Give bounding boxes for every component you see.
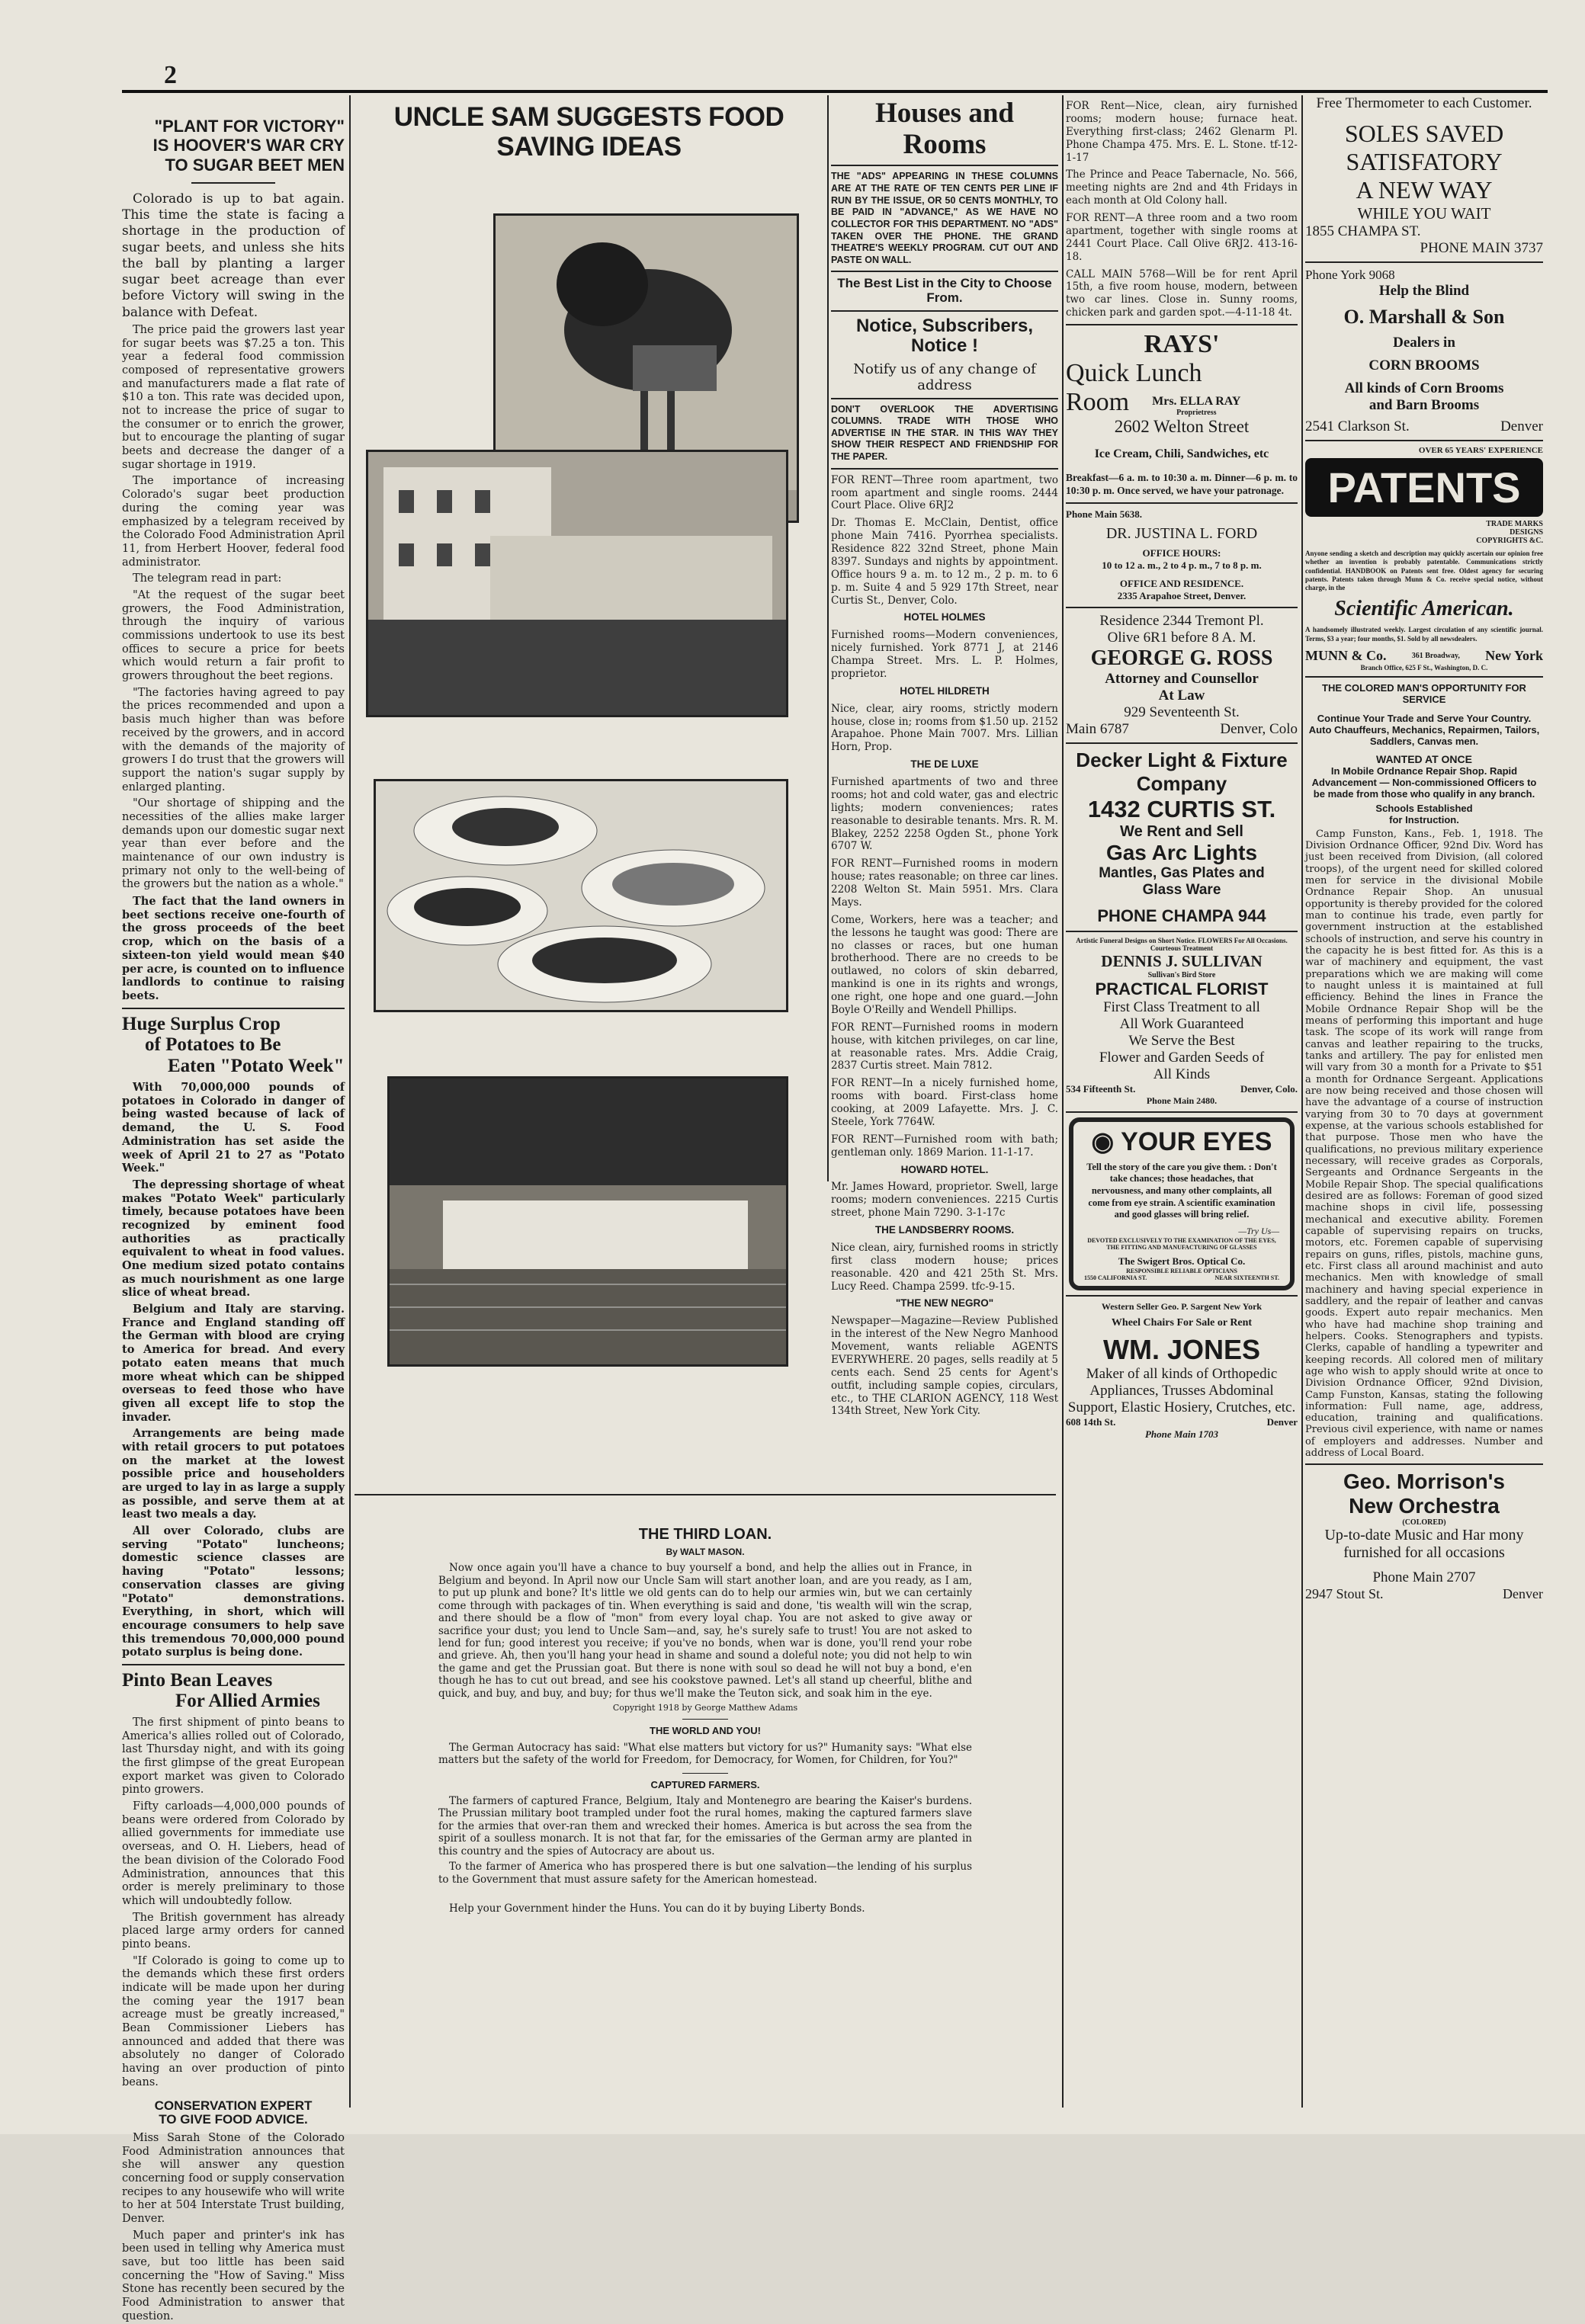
- headline-potato-week: [122, 1014, 345, 1077]
- divider: [831, 468, 1058, 470]
- ad-line: Ice Cream, Chili, Sandwiches, etc: [1094, 447, 1269, 460]
- story-paragraph: Belgium and Italy are starving. France and England standing off the German with blood are crying to America for bread. And every potato eaten means that much more wheat which can be shipped overseas to feed those who have given all except life to stop the invader.: [122, 1303, 345, 1424]
- divider: [1066, 607, 1298, 608]
- third-loan-section: [355, 1494, 1056, 2104]
- marshall-brooms-ad: [1305, 268, 1543, 435]
- ad-line: All Kinds: [1153, 1066, 1211, 1082]
- divider: [1066, 742, 1298, 744]
- dr-ford-ad: [1066, 508, 1298, 602]
- classified-ad: Furnished apartments of two and three rooms; hot and cold water, gas and electric lights; modern conveniences; rates reasonable to desirable tenants. Mrs. R. M. Blakey, 2252 2258 Ogden St., phone York 6707 W.: [831, 776, 1058, 853]
- ad-line: At Law: [1158, 687, 1205, 704]
- classified-ad: Dr. Thomas E. McClain, Dentist, office phone Main 7416. Pyorrhea specialists. Residence 822 32nd Street, phone Main 8397. Sundays and nights by appointment. Office hours 9 a. m. to 12 m., 2 p. m. to 6 p. m. Suite 4 and 5 929 17th Street, near Curtis St., Denver, Colo.: [831, 517, 1058, 607]
- story-paragraph: The price paid the growers last year for sugar beets was $7.25 a ton. This year a federal food commission composed of representative growers and manufacturers made a flat rate of $10 a ton. This rate was decided upon, not to increase the price of sugar to the consumer or to enrich the grower, but to encourage the planting of sugar beets and decrease the danger of a sugar shortage in 1919.: [122, 323, 345, 471]
- classified-heading: HOTEL HILDRETH: [900, 684, 990, 697]
- divider: [122, 1008, 345, 1009]
- rays-quick-lunch-ad: [1066, 330, 1298, 498]
- divider: [831, 271, 1058, 272]
- classified-heading: HOTEL HOLMES: [903, 611, 986, 623]
- service-body-text: Camp Funston, Kans., Feb. 1, 1918. The Division Ordnance Officer, 92nd Div. Word has just been received from Division, (all colored troops), of the urgent need for skilled colored men for service in the divisional Mobile Ordnance Repair Shop. An unusual opportunity is thereby provided for the colored man to continue his trade, even partly for government instruction at the established schools of instruction, and serve his country in the capacity he is best fitted for. As this is a war of machinery and equipment, the vast preparations which we are making will come to naught unless it is maintained at full efficiency. Behind the lines in France the Mobile Ordnance Repair Shop will be the means of performing this important and huge task. The scope of its work will range from canvas and leather repairing to the trucks, tanks and artillery. The pay for enlisted men will vary from 30 a month for a Private to $51 a month for Ordnance Sergeant. Applications are now being received and those chosen will have the advantage of a course of instruction varying from 30 to 70 days at government expense, at the various schools established for that purpose. Those men who have the qualifications, no previous military experience necessary, will receive grades as Corporals, Sergeants and Ordnance Sergeants in the Mobile Repair Shop. The special qualifications desired are as follows: Foreman of good sized machine shops in civil life, possessing mechanical and executive ability. Foremen capable of supervising repairs on trucks, motors, etc. Foremen capable of supervising repairs on guns, rifles, pistols, machine guns, etc. First class all around machinist and auto mechanics. Men with knowledge of small machinery and having special experience in saddlery, and the repair of leather and canvas goods. Expert auto repair mechanics. Men who have had machine shop training and helpers. Cooks. Stenographers and typists. Clerks, capable of handling a typewriter and keeping records. All colored men of military age who wish to apply should write at once to Division Ordnance Officer, 92nd Division, Camp Funston, Kansas, stating the following information: Full name, age, address, education, training and qualifications. Previous civil experience, with name or names of employers and addresses. Number and address of Local Board.: [1305, 828, 1543, 1460]
- headline-line: Eaten "Potato Week": [168, 1055, 345, 1076]
- ad-line: PATENTS: [1327, 463, 1521, 511]
- wm-jones-ad: [1066, 1301, 1298, 1441]
- ad-line: All Work Guaranteed: [1119, 1015, 1244, 1032]
- poem-byline: By WALT MASON.: [666, 1547, 745, 1557]
- ad-line: RESPONSIBLE RELIABLE OPTICIANS: [1126, 1267, 1237, 1274]
- ad-line: Branch Office, 625 F St., Washington, D. C.: [1360, 663, 1488, 672]
- ad-line: 1855 CHAMPA ST.: [1305, 223, 1421, 239]
- ad-line: Main 6787: [1066, 720, 1129, 737]
- ad-line: SOLES SAVED: [1344, 120, 1504, 147]
- divider: [682, 1719, 728, 1720]
- classified-heading: HOWARD HOTEL.: [900, 1163, 989, 1175]
- ad-line: Geo. Morrison's: [1343, 1470, 1506, 1494]
- story-paragraph: All over Colorado, clubs are serving "Potato" luncheons; domestic science classes are having "Potato" lessons; conservation classes are giving "Potato" demonstrations. Everything, in short, which will encourage consumers to help save this tremendous 70,000,000 pound potato surplus is being done.: [122, 1524, 345, 1659]
- ad-line: Breakfast—6 a. m. to 10:30 a. m. Dinner—6 p. m. to 10:30 p. m. Once served, we have your patronage.: [1066, 472, 1298, 496]
- headline-uncle-sam: UNCLE SAM SUGGESTS FOOD SAVING IDEAS: [393, 102, 784, 162]
- thermometer-ad: Free Thermometer to each Customer.: [1316, 95, 1532, 111]
- ad-line: Quick Lunch: [1066, 359, 1202, 387]
- classified-ad: Nice, clear, airy rooms, strictly modern house, close in; rooms from $1.50 up. 2152 Arapahoe. Phone Main 7007. Mrs. Lillian Horn, Prop.: [831, 702, 1058, 754]
- story-paragraph: "Our shortage of shipping and the necessities of the allies make larger demands upon our domestic sugar next year than ever before and the maintenance of our own industry is primary not only to the well-being of the growers but the nation as a whole.": [122, 797, 345, 891]
- ad-line: Maker of all kinds of Orthopedic Appliances, Trusses Abdominal Support, Elastic Hosiery, Crutches, etc.: [1067, 1365, 1296, 1415]
- ad-row: [1084, 1274, 1279, 1281]
- ad-row: [1305, 648, 1543, 664]
- ad-line: Attorney and Counsellor: [1105, 670, 1259, 687]
- story-paragraph: "At the request of the sugar beet growers, the Food Administration, through the inquiry of various commissions undertook to use its best offices to secure a price for beets which would return a fair profit to growers throughout the beet regions.: [122, 588, 345, 683]
- divider: [1066, 324, 1298, 325]
- plates-illustration: [376, 781, 786, 1010]
- ad-line: MUNN & Co.: [1305, 647, 1387, 663]
- headline-conservation-expert: [122, 2099, 345, 2127]
- ad-line: 1432 CURTIS ST.: [1087, 795, 1276, 822]
- ad-line: Denver: [1500, 418, 1543, 434]
- ad-row: [1305, 418, 1543, 435]
- photo-livestock-pen: [387, 1076, 788, 1367]
- ad-line: and Barn Brooms: [1368, 397, 1480, 413]
- ad-line: Denver, Colo: [1220, 720, 1298, 737]
- ad-line: THE COLORED MAN'S OPPORTUNITY FOR SERVICE: [1322, 681, 1526, 705]
- ad-rates-notice: THE "ADS" APPEARING IN THESE COLUMNS ARE AT THE RATE OF TEN CENTS PER LINE IF RUN BY THE ISSUE, OR 50 CENTS MONTHLY, TO BE PAID IN "ADVANCE," AS WE HAVE NO COLLECTOR FOR THIS DEPARTMENT. NO "ADS" TAKEN OVER THE PHONE. THE GRAND THEATRE'S WEEKLY PROGRAM. CUT OUT AND PASTE ON WALL.: [831, 171, 1058, 265]
- ad-line: Scientific American.: [1334, 597, 1514, 621]
- divider: [1305, 676, 1543, 678]
- column-4: [1066, 95, 1298, 2108]
- ad-line: Phone Main 5638.: [1066, 508, 1143, 520]
- eyes-title: [1084, 1127, 1279, 1157]
- ad-line: First Class Treatment to all: [1103, 999, 1260, 1015]
- ad-line: Decker Light & Fixture: [1076, 748, 1288, 771]
- dont-overlook-notice: DON'T OVERLOOK THE ADVERTISING COLUMNS. TRADE WITH THOSE WHO ADVERTISE IN THE STAR. IN THIS WAY THEY SHOW THEIR RESPECT AND FRIENDSHIP FOR THE PAPER.: [831, 403, 1058, 463]
- classified-ad: FOR RENT—Three room apartment, two room apartment and single rooms. 2444 Court Place. Olive 6RJ2: [831, 473, 1058, 512]
- ad-line: (COLORED): [1402, 1518, 1446, 1527]
- ad-line: PHONE CHAMPA 944: [1097, 906, 1266, 925]
- classified-heading: THE DE LUXE: [910, 758, 979, 771]
- divider: [1066, 1111, 1298, 1113]
- divider: [122, 1664, 345, 1665]
- ad-line: Flower and Garden Seeds of: [1099, 1049, 1265, 1066]
- notice-subscribers: Notice, Subscribers, Notice !: [855, 315, 1034, 357]
- ad-line: COPYRIGHTS &C.: [1476, 537, 1543, 545]
- divider: [831, 310, 1058, 312]
- patents-ad: [1305, 446, 1543, 672]
- ad-line: Mantles, Gas Plates and: [1099, 864, 1265, 881]
- story-paragraph: "If Colorado is going to come up to the demands which these first orders indicate will be made upon her during the coming year the 1917 bean acreage must be greatly increased," Bean Commissioner Liebers has announced and added that there was absolutely no danger of Colorado having an over production of pinto beans.: [122, 1954, 345, 2088]
- classified-ad: FOR RENT—Furnished rooms in modern house, with kitchen privileges, on car line, at reasonable rates. Mrs. Addie Craig, 2837 Curtis street. Main 7812.: [831, 1021, 1058, 1072]
- ad-line: New Orchestra: [1349, 1494, 1500, 1518]
- headline-pinto-bean: [122, 1670, 345, 1712]
- ad-line: A NEW WAY: [1356, 176, 1493, 204]
- ad-line: Continue Your Trade and Serve Your Country.: [1317, 712, 1532, 724]
- classified-ad: FOR Rent—Nice, clean, airy furnished rooms; modern house; furnace heat. Everything first-class; 2462 Glenarm Pl. Phone Champa 475. Mrs. E. L. Stone. tf-12-1-17: [1066, 100, 1298, 164]
- story-paragraph: The importance of increasing Colorado's sugar beet production during the coming year was emphasized by a telegram received by the Colorado Food Administration April 11, from Herbert Hoover, federal food administrator.: [122, 475, 345, 569]
- classified-heading: THE LANDSBERRY ROOMS.: [874, 1224, 1015, 1236]
- story-paragraph: The depressing shortage of wheat makes "Potato Week" particularly timely, because potatoes have been recognized by eminent food authorities as practically equivalent to wheat in food values. One medium sized potato contains as much nourishment as one large slice of wheat bread.: [122, 1178, 345, 1300]
- world-text: The German Autocracy has said: "What else matters but victory for us?" Humanity says: "What else matters but the safety of the world for Freedom, for Democracy, for Women, for Children, for You?": [438, 1741, 972, 1767]
- column-1: [122, 95, 345, 2322]
- ad-line: Olive 6R1 before 8 A. M.: [1107, 629, 1256, 646]
- classified-ad: Come, Workers, here was a teacher; and the lessons he taught was good: There are no classes or races, but one human brotherhood. There are no creeds to be outlawed, no colors of skin debarred, mankind is one in its rights and wrongs, one right, one hope and one guard.—John Boyle O'Reilly and Wendell Phillips.: [831, 913, 1058, 1016]
- ad-line: 2541 Clarkson St.: [1305, 418, 1410, 434]
- captured-text: To the farmer of America who has prospered there is but one salvation—the lending of his surplus to the Government that must assure safety for the American homestead.: [438, 1861, 972, 1886]
- divider: [1066, 931, 1298, 932]
- ad-line: Up-to-date Music and Har mony furnished for all occasions: [1324, 1527, 1524, 1562]
- divider: [355, 1494, 1056, 1495]
- story-paragraph: Colorado is up to bat again. This time the state is facing a shortage in the production of sugar beets, and unless she hits the ball by planting a larger sugar beet acreage than ever before Victory will swing in the balance with Defeat.: [122, 191, 345, 320]
- ad-line: In Mobile Ordnance Repair Shop. Rapid Advancement — Non-commissioned Officers to be made from those who qualify in any branch.: [1311, 765, 1537, 800]
- column-5: [1305, 95, 1543, 2108]
- divider: [1066, 1295, 1298, 1297]
- classified-ad: Newspaper—Magazine—Review Published in the interest of the New Negro Manhood Movement, wants reliable AGENTS EVERYWHERE. 20 pages, sells readily at 5 cents each. Send 25 cents for Agent's outfit, including sample copies, circulars, etc., to THE CLARION AGENCY, 118 West 134th Street, New York City.: [831, 1315, 1058, 1418]
- divider: [682, 1773, 728, 1774]
- ad-line: A handsomely illustrated weekly. Largest circulation of any scientific journal. Terms, $3 a year; four months, $1. Sold by all newsdealers.: [1305, 626, 1543, 643]
- soles-saved-ad: [1305, 120, 1543, 257]
- story-paragraph: Much paper and printer's ink has been used in telling why America must save, but too little has been said concerning the "How of Saving." Miss Stone has recently been secured by the Food Administration to answer that question.: [122, 2229, 345, 2322]
- ad-row: [1066, 1416, 1298, 1428]
- ad-line: The Swigert Bros. Optical Co.: [1118, 1255, 1246, 1267]
- story-paragraph: "The factories having agreed to pay the prices recommended and upon a basis much higher than was before received by the growers, and in accord with the demands of the majority of growers I do trust that the growers will support the nation's sugar supply by enlarged planting.: [122, 686, 345, 793]
- ad-line: GEORGE G. ROSS: [1090, 646, 1273, 670]
- ad-line: Western Seller Geo. P. Sargent New York: [1101, 1300, 1263, 1312]
- classified-ad: FOR RENT—Furnished rooms in modern house; rates reasonable; on three car lines. 2208 Welton St. Main 5951. Mrs. Clara Mays.: [831, 857, 1058, 909]
- classified-ad: Mr. James Howard, proprietor. Swell, large rooms; modern conveniences. 2215 Curtis street, phone Main 7290. 3-1-17c: [831, 1181, 1058, 1220]
- headline-plant-for-victory: [122, 117, 345, 175]
- photo-sugar-factory: [366, 450, 788, 717]
- classified-heading: "THE NEW NEGRO": [895, 1297, 994, 1309]
- top-rule: [122, 90, 1548, 93]
- factory-illustration: [368, 452, 786, 715]
- notify-change-address: Notify us of any change of address: [853, 361, 1036, 393]
- morrison-orchestra-ad: [1305, 1470, 1543, 1602]
- ad-line: PRACTICAL FLORIST: [1095, 979, 1269, 999]
- headline-line: of Potatoes to Be: [145, 1034, 281, 1056]
- sullivan-florist-ad: [1066, 937, 1298, 1107]
- classified-ad: FOR RENT—A three room and a two room apartment, together with single rooms at 2441 Court Place. Call Olive 6RJ2. 413-16-18.: [1066, 212, 1298, 263]
- ad-line: Gas Arc Lights: [1105, 840, 1258, 864]
- divider: [831, 398, 1058, 399]
- ad-line: RAYS': [1144, 330, 1220, 358]
- eye-border-icon: ◉: [1091, 1127, 1115, 1156]
- ad-line: DESIGNS: [1510, 528, 1543, 537]
- divider: [191, 182, 275, 184]
- ad-line: DR. JUSTINA L. FORD: [1105, 524, 1258, 542]
- story-paragraph: With 70,000,000 pounds of potatoes in Colorado in danger of being wasted because of lack of demand, the U. S. Food Administration has set aside the week of April 21 to 27 as "Potato Week.": [122, 1081, 345, 1175]
- divider: [1305, 440, 1543, 441]
- closing-text: Help your Government hinder the Huns. You can do it by buying Liberty Bonds.: [449, 1902, 865, 1915]
- ad-line: 2602 Welton Street: [1114, 417, 1250, 436]
- ad-line: PHONE MAIN 3737: [1420, 240, 1543, 256]
- ad-line: SATISFATORY: [1346, 148, 1503, 175]
- ad-line: Mrs. ELLA RAY: [1152, 395, 1241, 408]
- column-3: [831, 95, 1058, 1486]
- story-paragraph: Fifty carloads—4,000,000 pounds of beans were ordered from Colorado by allied governments for immediate use overseas, and O. H. Liebers, head of the bean division of the Colorado Food Administration, announces that this order is merely preliminary to those which will undoubtedly follow.: [122, 1800, 345, 1907]
- ad-line: Tell the story of the care you give them. : Don't take chances; those headaches, that nervousness, and many other complaints, all come from eye strain. A scientific examination and good glasses will bring relief.: [1086, 1161, 1277, 1220]
- ad-line: Denver: [1503, 1586, 1543, 1602]
- ad-line: Anyone sending a sketch and description may quickly ascertain our opinion free whether an invention is probably patentable. Communications strictly confidential. HANDBOOK on Patents sent free. Oldest agency for securing patents. Patents taken through Munn & Co. receive special notice, without charge, in the: [1305, 550, 1543, 591]
- ad-line: DEVOTED EXCLUSIVELY TO THE EXAMINATION OF THE EYES, THE FITTING AND MANUFACTURING OF GLASSES: [1087, 1236, 1276, 1251]
- ad-line: New York: [1485, 647, 1543, 663]
- classified-ad: Furnished rooms—Modern conveniences, nicely furnished. York 8771 J, at 2146 Champa Street. Mrs. L. P. Holmes, proprietor.: [831, 629, 1058, 680]
- story-paragraph: The British government has already placed large army orders for canned pinto beans.: [122, 1911, 345, 1951]
- column-rule-2: [827, 95, 829, 1181]
- story-paragraph: The telegram read in part:: [133, 572, 282, 585]
- ad-row: [1066, 721, 1298, 738]
- ad-line: Residence 2344 Tremont Pl.: [1099, 612, 1264, 629]
- ad-line: 1550 CALIFORNIA ST.: [1084, 1274, 1147, 1281]
- ad-line: CORN BROOMS: [1368, 357, 1480, 373]
- colored-man-service-ad: [1305, 682, 1543, 825]
- ad-line: 608 14th St.: [1066, 1415, 1116, 1428]
- ad-row: [1305, 1586, 1543, 1602]
- ad-line: YOUR EYES: [1121, 1127, 1272, 1156]
- ad-row: [1066, 1083, 1298, 1095]
- decker-light-ad: [1066, 748, 1298, 926]
- ad-line: O. Marshall & Son: [1343, 306, 1505, 328]
- classified-ad: The Prince and Peace Tabernacle, No. 566, meeting nights are 2nd and 4th Fridays in each month at Old Colony hall.: [1066, 168, 1298, 207]
- headline-line: CONSERVATION EXPERT: [154, 2098, 313, 2113]
- ad-line: NEAR SIXTEENTH ST.: [1214, 1274, 1279, 1281]
- ad-line: OFFICE HOURS:: [1142, 547, 1221, 559]
- headline-line: TO SUGAR BEET MEN: [165, 155, 345, 175]
- houses-rooms-headline: Houses and Rooms: [875, 98, 1014, 160]
- divider: [1305, 261, 1543, 263]
- ad-line: Denver: [1266, 1415, 1298, 1428]
- pen-illustration: [390, 1079, 786, 1364]
- ad-line: Phone York 9068: [1305, 268, 1395, 282]
- ad-line: 2335 Arapahoe Street, Denver.: [1117, 589, 1247, 601]
- ad-line: Phone Main 2480.: [1146, 1095, 1218, 1106]
- george-ross-ad: [1066, 613, 1298, 738]
- page-number: 2: [164, 61, 177, 89]
- column-rule-3: [1062, 95, 1064, 2108]
- divider: [1305, 1463, 1543, 1465]
- ad-line: 2947 Stout St.: [1305, 1586, 1384, 1602]
- ad-line: TRADE MARKS: [1486, 520, 1543, 528]
- ad-line: All kinds of Corn Brooms: [1344, 380, 1504, 396]
- ad-line: OFFICE AND RESIDENCE.: [1119, 577, 1244, 589]
- ad-line: Phone Main 1703: [1144, 1428, 1219, 1440]
- patents-logo-icon: [1305, 458, 1543, 517]
- ad-line: Auto Chauffeurs, Mechanics, Repairmen, Tailors, Saddlers, Canvas men.: [1308, 723, 1540, 747]
- story-paragraph: The fact that the land owners in beet sections receive one-fourth of the gross proceeds of the beet crop, which on the basis of a sixteen-ton yield would mean $40 per acre, is counted on to influence landlords to continue to raising beets.: [122, 895, 345, 1002]
- ad-line: Glass Ware: [1142, 881, 1221, 898]
- ad-line: 534 Fifteenth St.: [1066, 1082, 1136, 1095]
- ad-line: We Rent and Sell: [1120, 822, 1243, 840]
- divider: [1066, 502, 1298, 504]
- ad-line: WANTED AT ONCE: [1376, 752, 1472, 765]
- ad-line: 361 Broadway,: [1411, 651, 1460, 660]
- classified-ads-list: [831, 474, 1058, 1418]
- headline-line: TO GIVE FOOD ADVICE.: [159, 2112, 308, 2127]
- ad-line: Schools Established: [1375, 802, 1473, 814]
- captured-text: The farmers of captured France, Belgium, Italy and Montenegro are bearing the Kaiser's burdens. The Prussian military boot trampled under foot the rural homes, making the captured farmers slave for the armies that over-ran them and wrecked their homes. America is but across the sea from the spirit of a soulless monarch. It is not that far, for the emissaries of the German army are planted in this country and the spies of Autocracy are about us.: [438, 1794, 972, 1858]
- ad-line: OVER 65 YEARS' EXPERIENCE: [1418, 446, 1543, 455]
- ad-proprietor: [1152, 395, 1240, 417]
- ad-line: Company: [1136, 771, 1227, 795]
- ad-line: for Instruction.: [1389, 813, 1459, 825]
- classified-ads-top: [1066, 100, 1298, 319]
- story-paragraph: The first shipment of pinto beans to America's allies rolled out of Colorado, last Thursday night, and with its going the first glimpse of the great European export market was given to Colorado pinto growers.: [122, 1716, 345, 1797]
- ad-line: WM. JONES: [1102, 1333, 1260, 1365]
- ad-line: Proprietress: [1176, 409, 1217, 417]
- divider: [831, 165, 1058, 166]
- column-rule-4: [1301, 95, 1303, 2108]
- ad-line: Room: [1066, 388, 1130, 416]
- headline-line: Huge Surplus Crop: [122, 1013, 281, 1034]
- ad-row: [1066, 388, 1298, 417]
- captured-title: CAPTURED FARMERS.: [650, 1778, 760, 1790]
- ad-line: 10 to 12 a. m., 2 to 4 p. m., 7 to 8 p. m.: [1102, 559, 1262, 571]
- ad-line: Denver, Colo.: [1240, 1082, 1298, 1095]
- ad-line: Dealers in: [1393, 335, 1455, 351]
- classified-ad: FOR RENT—Furnished room with bath; gentleman only. 1869 Marion. 11-1-17.: [831, 1133, 1058, 1159]
- headline-line: "PLANT FOR VICTORY": [154, 117, 345, 136]
- copyright: Copyright 1918 by George Matthew Adams: [612, 1703, 798, 1713]
- poem-text: Now once again you'll have a chance to buy yourself a bond, and help the allies out in France, in Belgium and beyond. In April now our Uncle Sam will start another loan, and are you ready, as I am, to put up plunk and bone? It's little we old gents can do to help our armies win, but we can certainly come through with packages of tin. When everything is said and done, 'tis wealth will win the scrap, and there should be a flow of "mon" from every loyal chap. You are not asked to give away or sacrifice your dust; you lend to Uncle Sam—and, say, he's surely safe to trust! You are not asked to lend for fun; good interest you receive; if you've no bonds, when war is done, you'll rend your robe and grieve. Ah, then you'll hang your head in shame and sound a doleful note; you did not help to win the game and get the Prussian goat. But there is none with soul so dead he will not buy a bond, e'en though he has to cut out bread, and see his cookstove pawned. Let's all stand up cheerful, blithe and quick, and buy, and buy, and buy; for thus we'll make the Teuton sick, and soak him in the eye.: [438, 1562, 972, 1700]
- ad-line: Artistic Funeral Designs on Short Notice. FLOWERS For All Occasions. Courteous Treatment: [1076, 936, 1288, 952]
- column-rule-1: [349, 95, 351, 2108]
- ad-line: Wheel Chairs For Sale or Rent: [1111, 1316, 1253, 1329]
- ad-line: We Serve the Best: [1128, 1032, 1235, 1049]
- world-title: THE WORLD AND YOU!: [650, 1725, 761, 1737]
- ad-line: Sullivan's Bird Store: [1147, 970, 1216, 979]
- classified-ad: Nice clean, airy, furnished rooms in strictly first class modern house; prices reasonable. 420 and 421 25th St. Mrs. Lucy Reed. Champa 2599. tfc-9-15.: [831, 1241, 1058, 1293]
- ad-line: DENNIS J. SULLIVAN: [1101, 951, 1263, 970]
- classified-ad: CALL MAIN 5768—Will be for rent April 15th, a five room house, modern, between two car lines. Close in. Sunny rooms, chicken park and garden spot.—4-11-18 4t.: [1066, 268, 1298, 319]
- photo-food-plates: [374, 779, 788, 1012]
- ad-line: 929 Seventeenth St.: [1124, 704, 1240, 720]
- poem-title: THE THIRD LOAN.: [638, 1526, 772, 1543]
- ad-line: Phone Main 2707: [1372, 1569, 1476, 1586]
- classified-ad: FOR RENT—In a nicely furnished home, rooms with board. First-class home cooking, at 2009 Lafayette. Mrs. J. C. Steele, York 7764W.: [831, 1077, 1058, 1128]
- headline-line: For Allied Armies: [175, 1691, 320, 1712]
- ad-line: WHILE YOU WAIT: [1357, 204, 1491, 223]
- your-eyes-ad: [1069, 1117, 1295, 1290]
- story-paragraph: Miss Sarah Stone of the Colorado Food Administration announces that she will answer any question concerning food or supply conservation recipes to any housewife who will write to her at 504 Interstate Trust building, Denver.: [122, 2131, 345, 2226]
- ad-line: —Try Us—: [1238, 1225, 1279, 1236]
- best-list-label: The Best List in the City to Choose From.: [837, 276, 1052, 306]
- headline-line: Pinto Bean Leaves: [122, 1669, 273, 1691]
- ad-line: Help the Blind: [1378, 283, 1470, 299]
- story-paragraph: Arrangements are being made with retail grocers to put potatoes on the market at the lowest possible price and householders are urged to lay in as large a supply as possible, and serve them at at least two meals a day.: [122, 1427, 345, 1521]
- headline-line: IS HOOVER'S WAR CRY: [152, 136, 345, 155]
